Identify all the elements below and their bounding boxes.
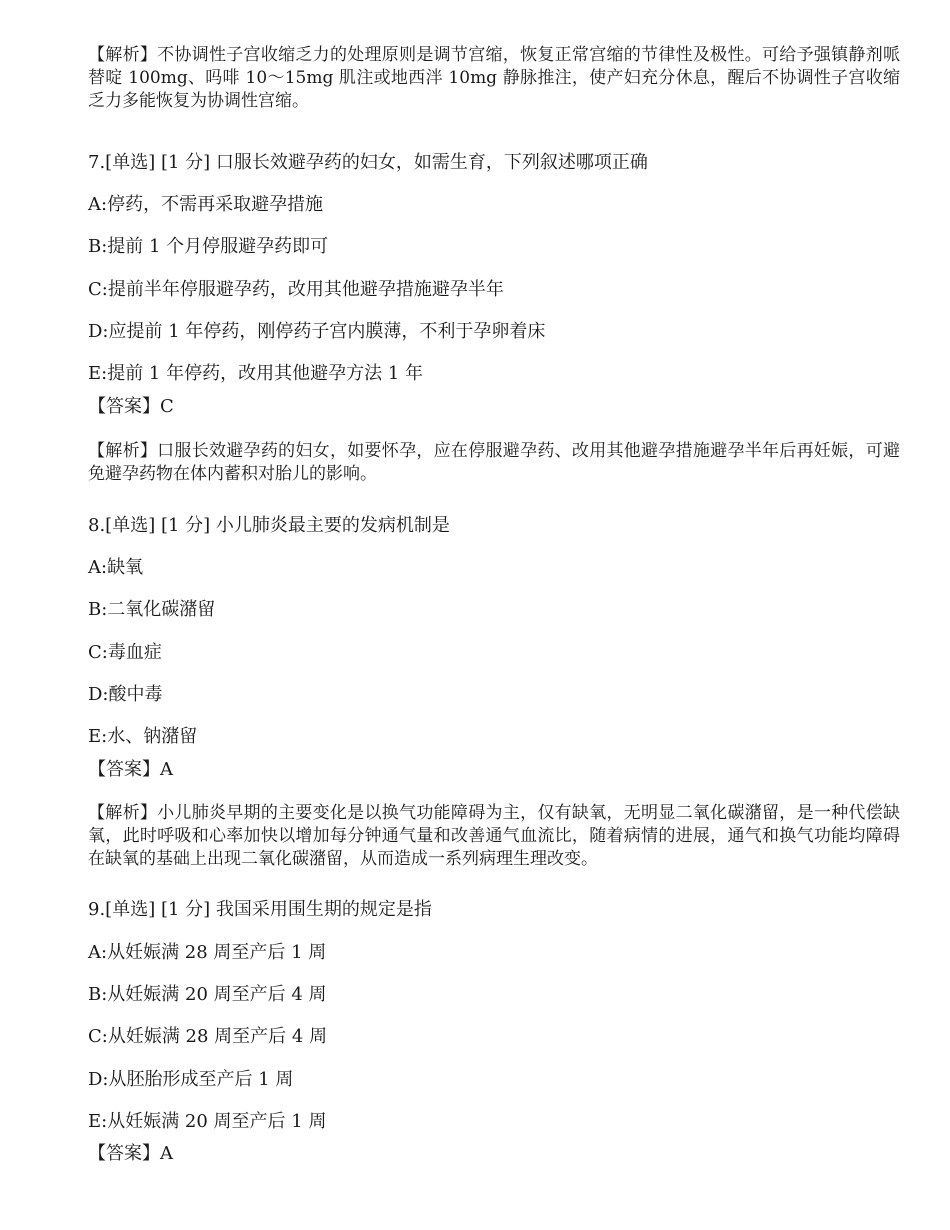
q8-stem: 8.[单选] [1 分] 小儿肺炎最主要的发病机制是 bbox=[88, 515, 450, 536]
q9-option-e: E:从妊娠满 20 周至产后 1 周 bbox=[88, 1111, 327, 1132]
q7-answer: 【答案】C bbox=[88, 396, 174, 417]
q7-option-c: C:提前半年停服避孕药，改用其他避孕措施避孕半年 bbox=[88, 279, 504, 300]
q7-stem: 7.[单选] [1 分] 口服长效避孕药的妇女，如需生育，下列叙述哪项正确 bbox=[88, 152, 648, 173]
q7-analysis: 【解析】口服长效避孕药的妇女，如要怀孕，应在停服避孕药、改用其他避孕措施避孕半年后再妊娠，可避免避孕药物在体内蓄积对胎儿的影响。 bbox=[88, 441, 900, 484]
q7-option-b: B:提前 1 个月停服避孕药即可 bbox=[88, 236, 329, 257]
q8-option-c: C:毒血症 bbox=[88, 642, 162, 663]
q9-stem: 9.[单选] [1 分] 我国采用围生期的规定是指 bbox=[88, 899, 432, 920]
q8-option-e: E:水、钠潴留 bbox=[88, 726, 198, 747]
q8-analysis: 【解析】小儿肺炎早期的主要变化是以换气功能障碍为主，仅有缺氧，无明显二氧化碳潴留，是一种代偿缺氧，此时呼吸和心率加快以增加每分钟通气量和改善通气血流比，随着病情的进展，通气和换气功能均障碍在缺氧的基础上出现二氧化碳潴留，从而造成一系列病理生理改变。 bbox=[88, 803, 900, 869]
q8-option-b: B:二氧化碳潴留 bbox=[88, 599, 216, 620]
q9-option-d: D:从胚胎形成至产后 1 周 bbox=[88, 1069, 294, 1090]
q9-answer: 【答案】A bbox=[88, 1143, 173, 1164]
q7-option-a: A:停药，不需再采取避孕措施 bbox=[88, 194, 324, 215]
q8-option-d: D:酸中毒 bbox=[88, 684, 163, 705]
q9-option-c: C:从妊娠满 28 周至产后 4 周 bbox=[88, 1026, 328, 1047]
q9-option-b: B:从妊娠满 20 周至产后 4 周 bbox=[88, 984, 327, 1005]
q6-analysis: 【解析】不协调性子宫收缩乏力的处理原则是调节宫缩，恢复正常宫缩的节律性及极性。可给予强镇静剂哌替啶 100mg、吗啡 10～15mg 肌注或地西泮 10mg 静脉推注，使产妇充分休息，醒后不协调性子宫收缩乏力多能恢复为协调性宫缩。 bbox=[88, 45, 900, 111]
q8-answer: 【答案】A bbox=[88, 759, 173, 780]
q8-option-a: A:缺氧 bbox=[88, 557, 144, 578]
q9-option-a: A:从妊娠满 28 周至产后 1 周 bbox=[88, 942, 327, 963]
q7-option-d: D:应提前 1 年停药，刚停药子宫内膜薄，不利于孕卵着床 bbox=[88, 321, 546, 342]
q7-option-e: E:提前 1 年停药，改用其他避孕方法 1 年 bbox=[88, 363, 423, 384]
